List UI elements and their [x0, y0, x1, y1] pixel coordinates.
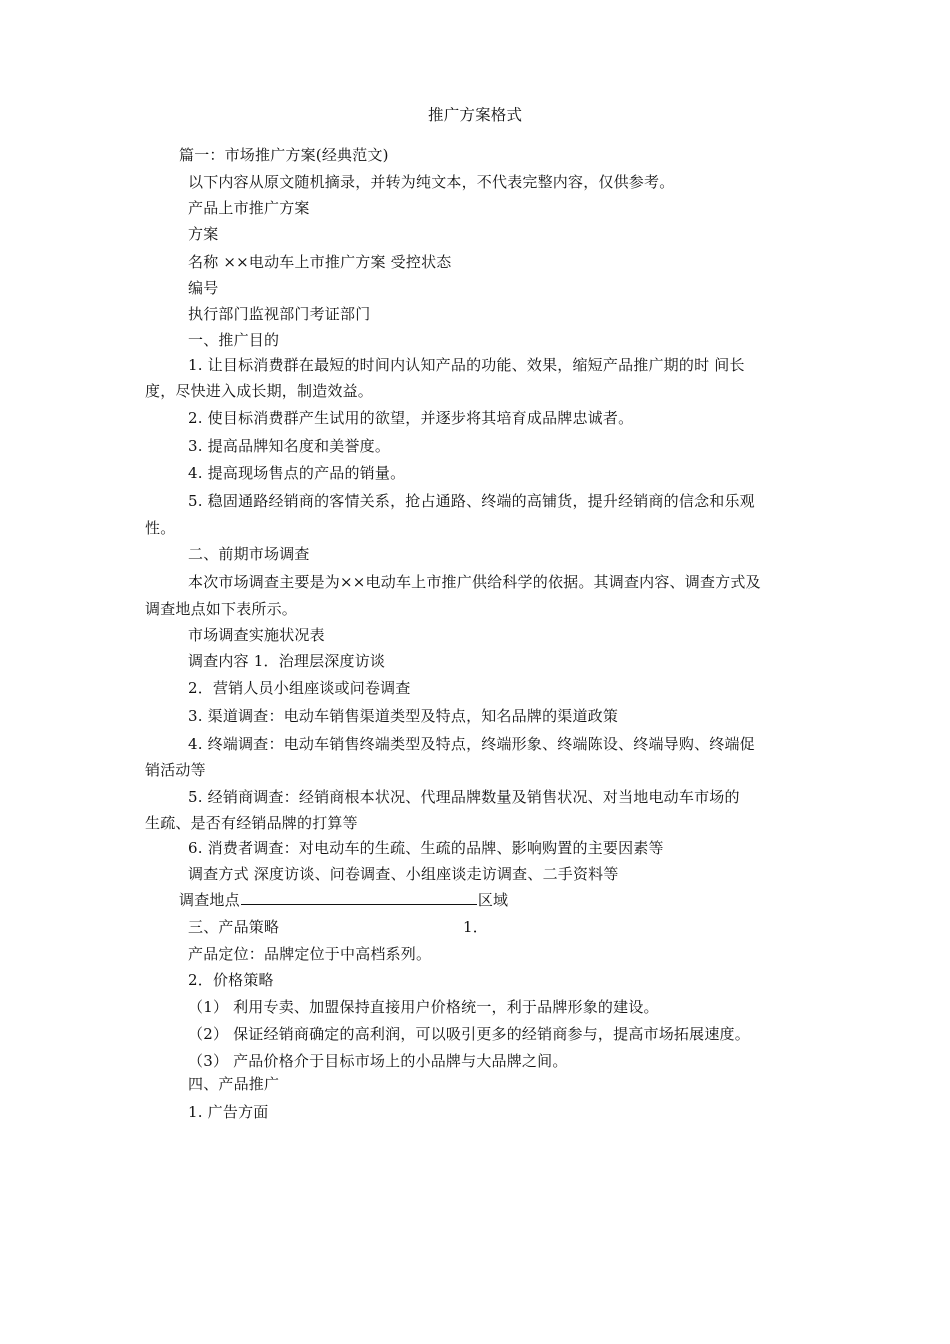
paragraph-line: 名称 ××电动车上市推广方案 受控状态 — [188, 253, 452, 271]
survey-location-line — [179, 890, 508, 910]
list-item: 4. 终端调查：电动车销售终端类型及特点，终端形象、终端陈设、终端导购、终端促 — [188, 735, 755, 753]
list-item: 4. 提高现场售点的产品的销量。 — [188, 464, 406, 482]
list-item: （3） 产品价格介于目标市场上的小品牌与大品牌之间。 — [188, 1052, 568, 1070]
section-heading: 二、前期市场调查 — [188, 545, 310, 563]
paragraph-line: 产品定位：品牌定位于中高档系列。 — [188, 945, 432, 963]
survey-location-suffix: 区域 — [477, 891, 509, 909]
paragraph-line: 产品上市推广方案 — [188, 199, 310, 217]
table-caption: 市场调查实施状况表 — [188, 626, 325, 644]
list-item: （2） 保证经销商确定的高利润，可以吸引更多的经销商参与，提高市场拓展速度。 — [188, 1025, 750, 1043]
paragraph-line: 销活动等 — [145, 761, 206, 779]
paragraph-line: 生疏、是否有经销品牌的打算等 — [145, 814, 358, 832]
paragraph-line: 以下内容从原文随机摘录，并转为纯文本，不代表完整内容，仅供参考。 — [188, 173, 675, 191]
list-item: 2．价格策略 — [188, 971, 274, 989]
paragraph-line: 篇一：市场推广方案(经典范文) — [179, 146, 389, 164]
list-item: 3. 提高品牌知名度和美誉度。 — [188, 437, 391, 455]
paragraph-line: 性。 — [145, 519, 176, 537]
list-item: 6. 消费者调查：对电动车的生疏、生疏的品牌、影响购置的主要因素等 — [188, 839, 664, 857]
paragraph-line: 本次市场调查主要是为××电动车上市推广供给科学的依据。其调查内容、调查方式及 — [188, 573, 761, 591]
list-item: 5. 经销商调查：经销商根本状况、代理品牌数量及销售状况、对当地电动车市场的 — [188, 788, 740, 806]
paragraph-line: 调查方式 深度访谈、问卷调查、小组座谈走访调查、二手资料等 — [188, 865, 619, 883]
survey-location-label: 调查地点 — [179, 891, 240, 909]
list-number: 1． — [463, 918, 488, 936]
list-item: （1） 利用专卖、加盟保持直接用户价格统一，利于品牌形象的建设。 — [188, 998, 659, 1016]
list-item: 2. 使目标消费群产生试用的欲望，并逐步将其培育成品牌忠诚者。 — [188, 409, 634, 427]
paragraph-line: 度，尽快进入成长期，制造效益。 — [145, 382, 374, 400]
paragraph-line: 调查地点如下表所示。 — [145, 600, 298, 618]
list-item: 5. 稳固通路经销商的客情关系，抢占通路、终端的高铺货，提升经销商的信念和乐观 — [188, 492, 755, 510]
section-heading: 一、推广目的 — [188, 331, 280, 349]
list-item: 2．营销人员小组座谈或问卷调查 — [188, 679, 411, 697]
page-title: 推广方案格式 — [428, 106, 523, 124]
paragraph-line: 调查内容 1．治理层深度访谈 — [188, 652, 386, 670]
list-item: 1. 广告方面 — [188, 1103, 269, 1121]
paragraph-line: 编号 — [188, 279, 219, 297]
list-item: 1. 让目标消费群在最短的时间内认知产品的功能、效果，缩短产品推广期的时 间长 — [188, 356, 745, 374]
paragraph-line: 方案 — [188, 225, 219, 243]
paragraph-line: 执行部门监视部门考证部门 — [188, 305, 371, 323]
section-heading: 三、产品策略 — [188, 918, 280, 936]
list-item: 3. 渠道调查：电动车销售渠道类型及特点，知名品牌的渠道政策 — [188, 707, 619, 725]
blank-underline — [241, 890, 477, 905]
section-heading: 四、产品推广 — [188, 1075, 280, 1093]
